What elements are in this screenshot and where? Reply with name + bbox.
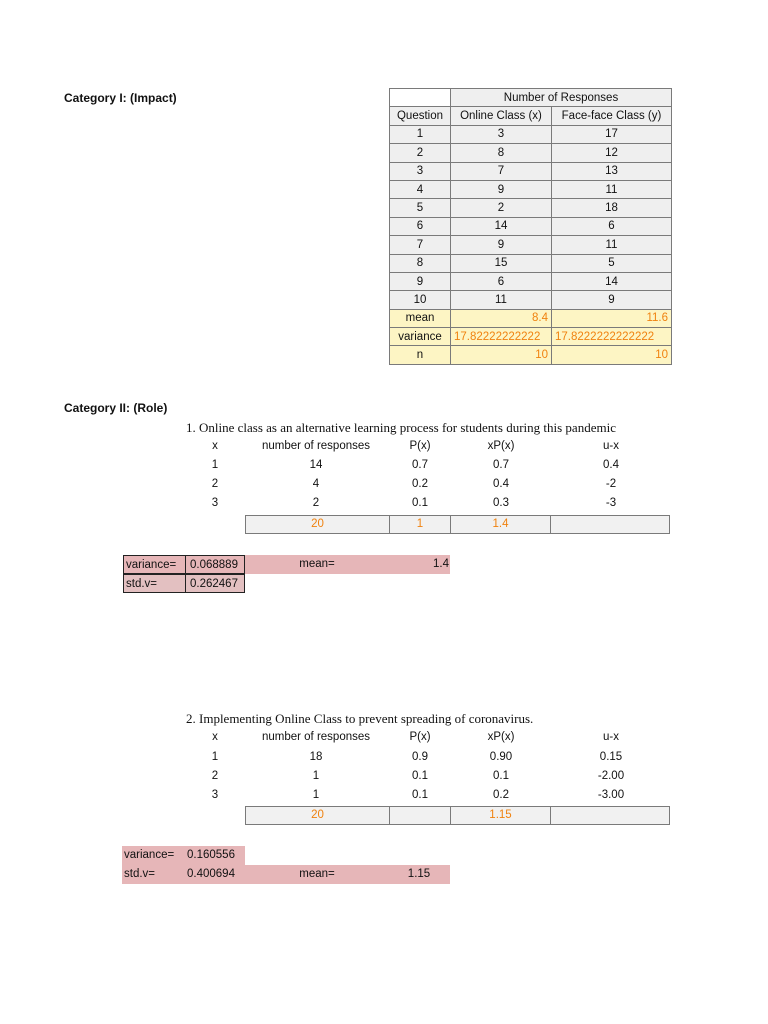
category-2-title: Category II: (Role) (64, 401, 168, 415)
face-face-class-header: Face-face Class (y) (552, 107, 672, 125)
face-cell: 11 (552, 236, 672, 254)
px-header: P(x) (409, 440, 431, 452)
table-row (0, 748, 768, 767)
stat-label: mean (390, 309, 451, 327)
px-cell: 0.2 (412, 478, 428, 490)
xpx-cell: 0.4 (493, 478, 509, 490)
question-cell: 3 (390, 162, 451, 180)
variance-y: 17.8222222222222 (552, 328, 672, 346)
question-header: Question (390, 107, 451, 125)
face-cell: 11 (552, 180, 672, 198)
responses-cell: 1 (312, 770, 320, 782)
question-2-title: 2. Implementing Online Class to prevent spreading of coronavirus. (186, 711, 534, 726)
px-cell: 0.9 (412, 751, 428, 763)
face-cell: 13 (552, 162, 672, 180)
total-xp: 1.4 (450, 515, 551, 534)
online-cell: 11 (451, 291, 552, 309)
total-p: 1 (389, 515, 451, 534)
table-row (0, 786, 768, 805)
online-cell: 9 (451, 236, 552, 254)
px-cell: 0.7 (412, 459, 428, 471)
q2-totals-row (0, 806, 768, 825)
q2-variance-value: 0.160556 (187, 849, 235, 861)
table-row (390, 144, 672, 162)
question-cell: 2 (390, 144, 451, 162)
ux-cell: -3 (605, 497, 617, 509)
face-cell: 17 (552, 125, 672, 143)
question-cell: 9 (390, 272, 451, 290)
online-cell: 9 (451, 180, 552, 198)
x-header: x (212, 731, 218, 743)
face-cell: 6 (552, 217, 672, 235)
online-cell: 15 (451, 254, 552, 272)
table-row (0, 767, 768, 786)
px-cell: 0.1 (412, 770, 428, 782)
variance-row (390, 328, 672, 346)
ux-header: u-x (603, 440, 619, 452)
total-ux (550, 806, 670, 825)
total-xp: 1.15 (450, 806, 551, 825)
table-row (390, 125, 672, 143)
ux-cell: -3.00 (597, 789, 625, 801)
face-cell: 18 (552, 199, 672, 217)
px-header: P(x) (409, 731, 431, 743)
n-x: 10 (451, 346, 552, 364)
question-cell: 7 (390, 236, 451, 254)
responses-header: number of responses (261, 440, 371, 452)
question-cell: 1 (390, 125, 451, 143)
ux-header: u-x (603, 731, 619, 743)
table-row (390, 272, 672, 290)
online-cell: 6 (451, 272, 552, 290)
responses-cell: 14 (309, 459, 323, 471)
q1-std-value: 0.262467 (185, 574, 245, 593)
table-row (0, 494, 768, 513)
table-row (390, 180, 672, 198)
category-1-title: Category I: (Impact) (64, 91, 177, 105)
table-row (390, 291, 672, 309)
q2-header-row (0, 728, 768, 747)
q1-totals-row (0, 515, 768, 534)
px-cell: 0.1 (412, 497, 428, 509)
online-cell: 3 (451, 125, 552, 143)
stat-label: n (390, 346, 451, 364)
xpx-header: xP(x) (487, 731, 515, 743)
question-cell: 8 (390, 254, 451, 272)
responses-table (389, 88, 672, 365)
q2-std-band (122, 865, 450, 884)
number-of-responses-header: Number of Responses (451, 89, 672, 107)
question-cell: 6 (390, 217, 451, 235)
q1-variance-value: 0.068889 (185, 555, 245, 574)
responses-cell: 18 (309, 751, 323, 763)
n-y: 10 (552, 346, 672, 364)
online-class-header: Online Class (x) (451, 107, 552, 125)
variance-x: 17.82222222222 (451, 328, 552, 346)
xpx-cell: 0.1 (493, 770, 509, 782)
xpx-cell: 0.2 (493, 789, 509, 801)
total-p (389, 806, 451, 825)
q1-std-label: std.v= (123, 574, 186, 593)
ux-cell: 0.15 (599, 751, 623, 763)
q1-mean-value: 1.4 (433, 558, 449, 570)
mean-row (390, 309, 672, 327)
online-cell: 2 (451, 199, 552, 217)
xpx-cell: 0.90 (489, 751, 513, 763)
q2-variance-band (122, 846, 245, 865)
table-row (0, 475, 768, 494)
x-cell: 2 (211, 770, 219, 782)
stat-label: variance (390, 328, 451, 346)
responses-header: number of responses (261, 731, 371, 743)
ux-cell: -2 (605, 478, 617, 490)
table-row (390, 236, 672, 254)
xpx-cell: 0.7 (493, 459, 509, 471)
question-cell: 10 (390, 291, 451, 309)
table-row (390, 162, 672, 180)
q2-std-label: std.v= (124, 868, 156, 880)
face-cell: 14 (552, 272, 672, 290)
q1-variance-label: variance= (123, 555, 186, 574)
empty-header-cell (390, 89, 451, 107)
table-row (390, 199, 672, 217)
px-cell: 0.1 (412, 789, 428, 801)
x-header: x (212, 440, 218, 452)
x-cell: 3 (211, 789, 219, 801)
question-cell: 5 (390, 199, 451, 217)
responses-cell: 2 (312, 497, 320, 509)
ux-cell: -2.00 (597, 770, 625, 782)
x-cell: 2 (211, 478, 219, 490)
mean-y: 11.6 (552, 309, 672, 327)
responses-cell: 4 (312, 478, 320, 490)
q2-mean-label: mean= (299, 868, 335, 880)
ux-cell: 0.4 (603, 459, 619, 471)
face-cell: 5 (552, 254, 672, 272)
total-responses: 20 (245, 515, 390, 534)
table-row (390, 217, 672, 235)
online-cell: 8 (451, 144, 552, 162)
x-cell: 3 (211, 497, 219, 509)
q1-mean-label: mean= (299, 558, 335, 570)
online-cell: 14 (451, 217, 552, 235)
xpx-cell: 0.3 (493, 497, 509, 509)
xpx-header: xP(x) (487, 440, 515, 452)
face-cell: 9 (552, 291, 672, 309)
responses-cell: 1 (312, 789, 320, 801)
online-cell: 7 (451, 162, 552, 180)
question-1-title: 1. Online class as an alternative learning process for students during this pandemic (186, 420, 616, 435)
table-row (390, 254, 672, 272)
q1-header-row (0, 437, 768, 456)
x-cell: 1 (211, 751, 219, 763)
q1-mean-band (245, 555, 450, 574)
total-responses: 20 (245, 806, 390, 825)
face-cell: 12 (552, 144, 672, 162)
table-row (0, 456, 768, 475)
total-ux (550, 515, 670, 534)
mean-x: 8.4 (451, 309, 552, 327)
q2-mean-value: 1.15 (407, 868, 431, 880)
n-row (390, 346, 672, 364)
q2-variance-label: variance= (124, 849, 175, 861)
x-cell: 1 (211, 459, 219, 471)
q2-std-value: 0.400694 (187, 868, 235, 880)
question-cell: 4 (390, 180, 451, 198)
